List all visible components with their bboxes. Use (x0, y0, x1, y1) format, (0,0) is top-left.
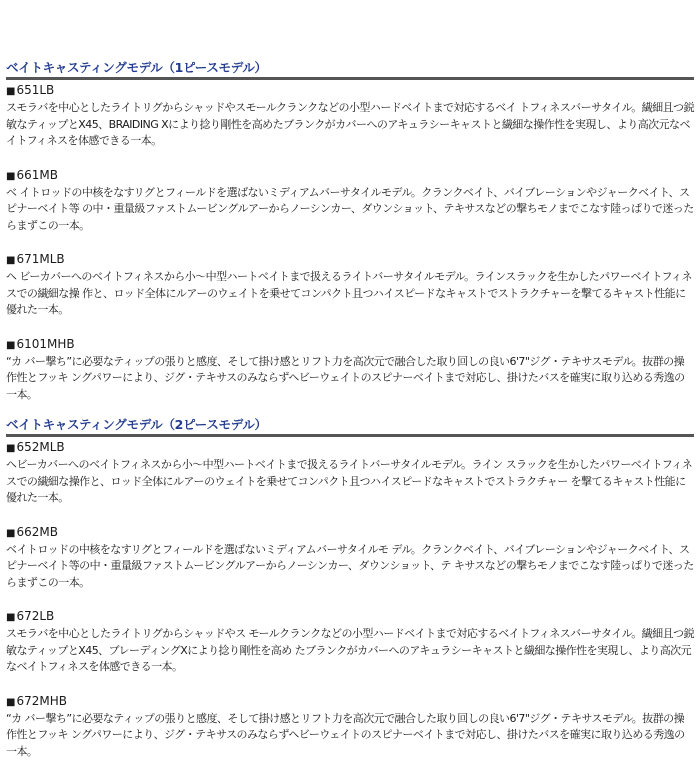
section-title: ベイトキャスティングモデル（1ピースモデル） (6, 60, 694, 80)
model-entry (6, 693, 694, 761)
model-code: 651LB (16, 83, 55, 97)
square-bullet-icon: ■ (6, 443, 16, 454)
model-name (6, 608, 694, 626)
model-entry (6, 82, 694, 150)
square-bullet-icon: ■ (6, 255, 16, 266)
product-description-page (6, 60, 694, 777)
model-description: ベ イトロッドの中核をなすリグとフィールドを選ばないミディアムバーサタイルモデル。クランクベイト、バイブレーションやジャークベイト、スピナーベイト等 の中・重量級ファストムービングルアーからノーシンカー、ダウンショット、テキサスなどの撃ちモノまでこなす陸っぱりで迷ったらまずこの一本。 (6, 185, 694, 232)
model-name (6, 167, 694, 185)
model-code: 672MHB (16, 693, 67, 708)
model-code: 652MLB (16, 440, 65, 454)
model-entry (6, 251, 694, 319)
model-code: 672LB (16, 609, 55, 623)
model-description: スモラバを中心としたライトリグからシャッドやス モールクランクなどの小型ハードベイトまで対応するベイトフィネスバーサタイル。繊細且つ鋭敏なティップとX45、ブレーディングXにより捻り剛性を高め たブランクがカバーへのアキュラシーキャストと繊細な操作性を実現し、より高次元なベイトフィネスを体感できる一本。 (6, 627, 694, 673)
model-entry (6, 167, 694, 235)
model-code: 662MB (16, 524, 58, 539)
model-description: ヘ ビーカバーへのベイトフィネスから小～中型ハートベイトまで扱えるライトバーサタイルモデル。ラインスラックを生かしたパワーベイトフィネスでの繊細な操 作と、ロッド全体にルアーのウェイトを乗せてコンパクト且つハイスピードなキャストでストラクチャーを撃てるキャスト性能に優れた一本。 (6, 270, 692, 316)
model-entry (6, 524, 694, 592)
model-entry (6, 439, 694, 507)
section-title: ベイトキャスティングモデル（2ピースモデル） (6, 417, 694, 437)
square-bullet-icon: ■ (6, 339, 16, 351)
model-name (6, 251, 694, 269)
model-description: “カ バー撃ち”に必要なティップの張りと感度、そして掛け感とリフト力を高次元で融合した取り回しの良い6'7"ジグ・テキサスモデル。抜群の操作性とフッキ ングパワーにより、ジグ・テキサスのみならずヘビーウェイトのスピナーベイトまで対応し、掛けたバスを確実に取り込める秀逸の一本。 (6, 354, 685, 401)
model-entry (6, 336, 694, 404)
model-code: 671MLB (16, 252, 65, 266)
model-description: ベイトロッドの中核をなすリグとフィールドを選ばないミディアムバーサタイルモ デル。クランクベイト、バイブレーションやジャークベイト、スピナーベイト等の中・重量級ファストムービングルアーからノーシンカー、ダウンショット、テ キサスなどの撃ちモノまでこなす陸っぱりで迷ったらまずこの一本。 (6, 542, 694, 589)
model-description: ヘビーカバーへのベイトフィネスから小～中型ハートベイトまで扱えるライトバーサタイルモデル。ライン スラックを生かしたパワーベイトフィネスでの繊細な操作と、ロッド全体にルアーのウェイトを乗せてコンパクト且つハイスピードなキャストでストラクチャー を撃てるキャスト性能に優れた一本。 (6, 458, 693, 504)
model-name (6, 82, 694, 100)
square-bullet-icon: ■ (6, 527, 16, 539)
square-bullet-icon: ■ (6, 696, 16, 708)
model-code: 6101MHB (16, 336, 75, 351)
model-name (6, 336, 694, 354)
model-description: “カ バー撃ち”に必要なティップの張りと感度、そして掛け感とリフト力を高次元で融合した取り回しの良い6'7"ジグ・テキサスモデル。抜群の操作性とフッキ ングパワーにより、ジグ・テキサスのみならずヘビーウェイトのスピナーベイトまで対応し、掛けたバスを確実に取り込める秀逸の一本。 (6, 711, 685, 758)
square-bullet-icon: ■ (6, 612, 16, 623)
section-2piece-models (6, 417, 694, 760)
model-entry (6, 608, 694, 676)
model-name (6, 439, 694, 457)
section-1piece-models (6, 60, 694, 403)
square-bullet-icon: ■ (6, 170, 16, 182)
model-name (6, 524, 694, 542)
model-name (6, 693, 694, 711)
model-code: 661MB (16, 167, 58, 182)
square-bullet-icon: ■ (6, 86, 16, 97)
model-description: スモラバを中心としたライトリグからシャッドやスモールクランクなどの小型ハードベイトまで対応するベイ トフィネスバーサタイル。繊細且つ鋭敏なティップとX45、BRAIDING Xにより捻り剛性を高めたブランクがカバーへのアキュラシーキャストと繊細な操作性を実現し、より高次元なベイトフィネスを体感できる一本。 (6, 101, 694, 147)
